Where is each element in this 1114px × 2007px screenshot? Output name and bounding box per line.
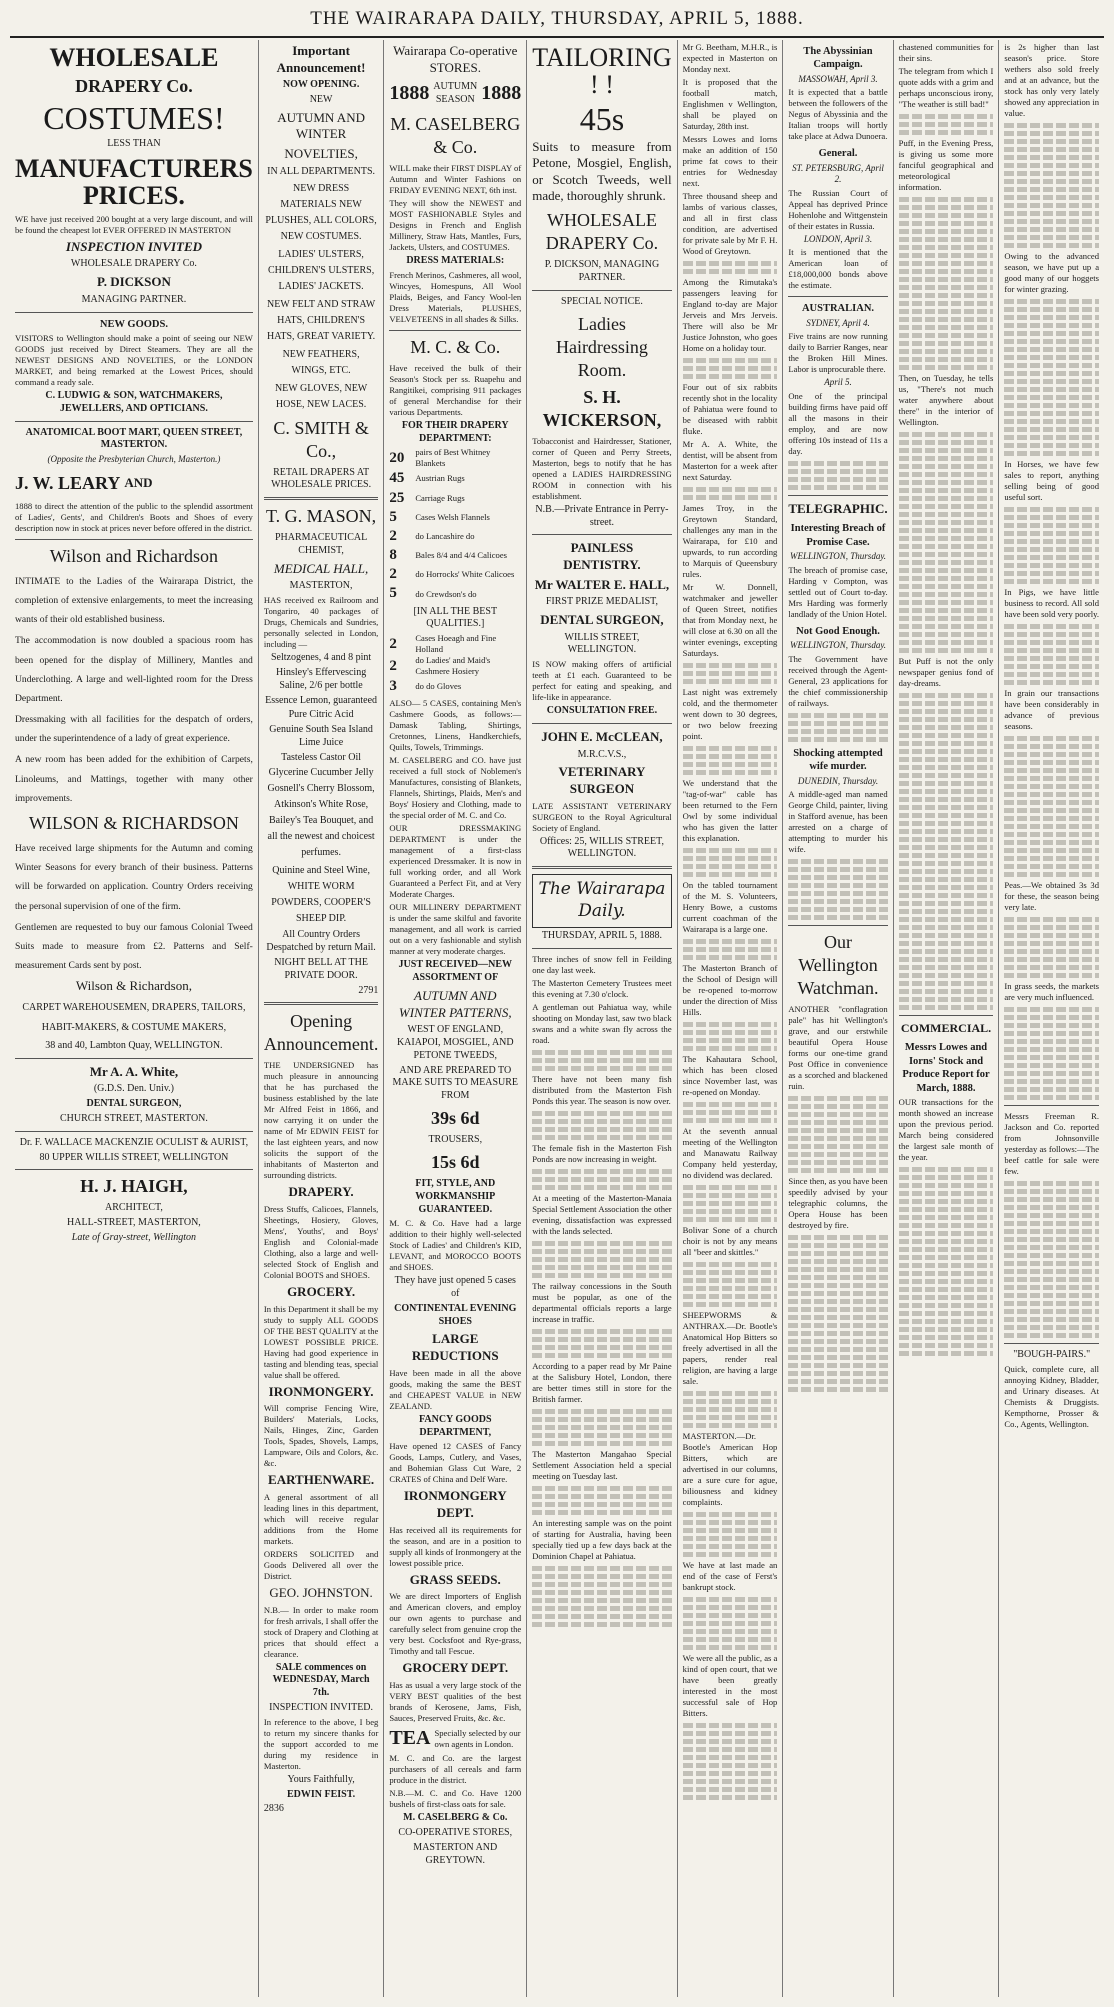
ad-sale-inspection: INSPECTION INVITED.: [269, 1701, 374, 1713]
ad-wr-sign: Wilson & Richardson,: [75, 978, 192, 994]
ad-medical-hall: MEDICAL HALL,: [273, 560, 369, 576]
stock-description: do Crewdson's do: [415, 588, 477, 599]
news5-item-12: On the tabled tournament of the M. S. Volunteers, Henry Bowe, a customs current coachman of the Wairarapa is a large one.: [682, 880, 778, 934]
news5-item-13: The Masterton Branch of the School of Design will be re-opened to-morrow under the direction of Miss Hills.: [682, 963, 778, 1017]
col8-text-4: In Pigs, we have little business to record. All sold have been sold very poorly.: [1004, 587, 1100, 619]
col7-text-2: The telegram from which I quote adds with a grim and perhaps unconscious irony, "The weather is still bad!": [898, 66, 994, 109]
ad-autumn-winter: AUTUMN AND WINTER: [277, 109, 365, 142]
stock-description: Austrian Rugs: [415, 473, 465, 484]
ad-faithfully: Yours Faithfully,: [287, 1773, 355, 1785]
ad-mason-title: PHARMACEUTICAL CHEMIST,: [274, 532, 368, 556]
stock-quantity: 5: [389, 508, 397, 525]
news5-item-8: James Troy, in the Greytown Standard, challenges any man in the Wairarapa, for £10 and upwards, to run according to Marquis of Queensbury rules.: [682, 503, 778, 579]
stock-line: [389, 469, 521, 488]
col7-text-3: Puff, in the Evening Press, is giving us some more fanciful geographical and meteorological information.: [898, 138, 994, 192]
newspaper-title: The Wairarapa Daily.: [538, 879, 666, 921]
stock-line: [389, 447, 521, 469]
stock-quantity: 2: [389, 635, 397, 652]
ad-wholesale-subtitle: DRAPERY Co.: [75, 76, 193, 97]
news5-item-3: Messrs Lowes and Iorns make an addition of 150 prime fat cows to their entries for Wednesday next.: [682, 134, 778, 188]
ad-mason-i3: Essence Lemon, guaranteed: [265, 694, 378, 706]
ad-nb: N.B.— In order to make room for fresh arrivals, I shall offer the stock of Drapery and Clothing at prices that should effect a clearance.: [263, 1604, 379, 1659]
news-item-1: Three inches of snow fell in Feilding one day last week.: [532, 953, 672, 975]
general-dateline-2: LONDON, April 3.: [803, 233, 873, 244]
ad-mc-list-2: [389, 633, 521, 696]
ad-tailoring-partner: P. DICKSON, MANAGING PARTNER.: [544, 259, 660, 283]
ad-johnston: GEO. JOHNSTON.: [269, 1584, 373, 1600]
ad-ulsters: LADIES' ULSTERS, CHILDREN'S ULSTERS, LADIES' JACKETS.: [267, 248, 375, 292]
column-2: [259, 40, 384, 1997]
ad-hall-address: WILLIS STREET, WELLINGTON.: [564, 631, 640, 656]
ad-mcclean-name: JOHN E. McCLEAN,: [541, 728, 663, 744]
ad-opening-body: THE UNDERSIGNED has much pleasure in announcing that he has purchased the business established by the late Mr Alfred Feist in 1866, and now carrying it on under the name of Mr EDWIN FEIST for the last eighteen years, and now solicits the support of the inhabitants of Masterton and surrounding districts.: [263, 1060, 379, 1181]
ad-mc-tea: TEA: [389, 1726, 431, 1749]
ad-wr-address: 38 and 40, Lambton Quay, WELLINGTON.: [45, 1039, 223, 1051]
news-item-6: At a meeting of the Masterton-Manaia Special Settlement Association the other evening, dissatisfaction was expressed with the lands selected.: [532, 1192, 672, 1236]
ad-mackenzie-address: 80 UPPER WILLIS STREET, WELLINGTON: [39, 1151, 229, 1163]
ad-leary-and: AND: [124, 474, 153, 490]
ad-haigh-name: H. J. HAIGH,: [80, 1176, 188, 1197]
column-1: [10, 40, 259, 1997]
abyssinian-heading: The Abyssinian Campaign.: [803, 46, 873, 71]
general-body-1: The Russian Court of Appeal has deprived Prince Hohenlohe and Wittgenstein of their estates in Russia.: [788, 187, 888, 231]
news5-item-20: We were all the public, as a kind of open court, that we have been greatly interested in the most successful sale of Hop Bitters.: [682, 1653, 778, 1718]
ad-mc-p9: OUR DRESSMAKING DEPARTMENT is under the management of a first-class experienced Dressmaker. It is now in full working order, and all Work Guaranteed a Perfect Fit, and at Very Moderate Charges.: [389, 823, 522, 900]
ad-hall-body: IS NOW making offers of artificial teeth at £1 each. Guaranteed to be perfect for eating and speaking, and life-like in appearance.: [532, 659, 672, 703]
abyssinian-body: It is expected that a battle between the followers of the Negus of Abyssinia and the Italian troops will hortly take place at Adwa Dunoera.: [788, 87, 888, 142]
ad-mcclean-deg: M.R.C.V.S.,: [577, 748, 627, 760]
ad-gloves: NEW GLOVES, NEW HOSE, NEW LACES.: [274, 382, 368, 410]
ad-special-notice: SPECIAL NOTICE.: [561, 295, 643, 307]
stock-description: Bales 8/4 and 4/4 Calicoes: [415, 550, 507, 561]
ad-mason-i4: Pure Citric Acid: [288, 709, 354, 721]
ad-mason-name: T. G. MASON,: [266, 506, 377, 527]
newspaper-date: THURSDAY, APRIL 5, 1888.: [541, 929, 663, 941]
ad-dress-materials: DRESS MATERIALS:: [406, 254, 505, 266]
ad-mason-i1: Seltzogenes, 4 and 8 pint: [270, 652, 372, 664]
ad-grocery-body: In this Department it shall be my study to supply ALL GOODS OF THE BEST QUALITY at the LOWEST POSSIBLE PRICE. Having had good experience in tasting and blending teas, special value shall be offered.: [263, 1303, 379, 1380]
column-5: [678, 40, 784, 1997]
ad-mc-fancy: FANCY GOODS DEPARTMENT,: [419, 1413, 492, 1438]
ad-mc-p35: N.B.—M. C. and Co. Have 1200 bushels of first-class oats for sale.: [389, 1788, 522, 1810]
columns: [10, 40, 1104, 1997]
ad-hall-name: Mr WALTER E. HALL,: [534, 576, 670, 592]
ad-mc-p29: We are direct Importers of English and American clovers, and employ our own agents to purchase and carefully select from genuine crop the very best. Cocksfoot and Rye-grass, Timothy and tall Fescue.: [389, 1591, 522, 1657]
ad-haigh-address: HALL-STREET, MASTERTON,: [67, 1217, 201, 1229]
ad-caselberg-p1: WILL make their FIRST DISPLAY of Autumn and Winter Fashions on FRIDAY EVENING NEXT, 6th inst.: [389, 162, 522, 195]
stock-quantity: 8: [389, 547, 397, 564]
stock-quantity: 25: [389, 489, 405, 506]
watchman-body-1: ANOTHER "conflagration pale" has hit Wellington's grave, and our erstwhile beautiful Opera House forms our one-time grand Post Office in convenience as a scorched and blackened ruin.: [788, 1004, 888, 1092]
col7-text-1: chastened communities for their sins.: [898, 42, 994, 63]
news-item-5: The female fish in the Masterton Fish Ponds are now increasing in weight.: [532, 1142, 672, 1164]
ad-wr-trades: CARPET WAREHOUSEMEN, DRAPERS, TAILORS, HABIT-MAKERS, & COSTUME MAKERS,: [22, 1001, 246, 1033]
commercial-heading: COMMERCIAL.: [900, 1021, 992, 1035]
ad-mc-tweeds: WEST OF ENGLAND, KAIAPOI, MOSGIEL, AND PETONE TWEEDS,: [396, 1024, 514, 1061]
watchman-heading: Our Wellington Watchman.: [797, 932, 879, 999]
ad-mason-night: NIGHT BELL AT THE PRIVATE DOOR.: [274, 956, 368, 981]
stock-quantity: 5: [389, 585, 397, 602]
ad-mason-town: MASTERTON,: [289, 580, 353, 592]
australian-body-2: One of the principal building firms have paid off all the masons in their employ, and are now offering 10s instead of 11s a day.: [788, 390, 888, 456]
col8-text-5: In grain our transactions have been considerably in advance of previous seasons.: [1004, 688, 1100, 731]
news-item-7: The railway concessions in the South must be popular, as one of the departmental officials reports a large increase in traffic.: [532, 1280, 672, 1324]
ad-new-goods-body: VISITORS to Wellington should make a point of seeing our NEW GOODS just received by Direct Steamers. They are all the NEWEST DESIGNS AND NOVELTIES, or the LONDON MARKET, and being remarked at the Lowest Prices, should command a ready sale.: [15, 333, 253, 387]
news-item-3: A gentleman out Pahiatua way, while shooting on Monday last, saw two black swans and a white swan fly across the road.: [532, 1001, 672, 1045]
australian-dateline: SYDNEY, April 4.: [806, 317, 870, 328]
ad-manufacturers-prices: MANUFACTURERS PRICES.: [15, 154, 253, 211]
ad-wr-p5: Have received large shipments for the Autumn and coming Winter Seasons for every branch of their business. Patterns will be forwarded on application. Country Orders receiving the personal supervision of one of the firm.: [15, 843, 253, 912]
ad-wr-p1: INTIMATE to the Ladies of the Wairarapa District, the completion of extensive enlargements, to meet the increasing wants of their old established business.: [15, 575, 253, 626]
ad-mc-p31: Has as usual a very large stock of the VERY BEST qualities of the best brands of Kerosene, Jams, Fish, Sauces, Preserved Fruits, &c. &c.: [389, 1679, 522, 1723]
ad-hats: NEW FELT AND STRAW HATS, CHILDREN'S HATS, GREAT VARIETY.: [266, 298, 376, 342]
ad-mc-p10: OUR MILLINERY DEPARTMENT is under the same skilful and favorite management, and all work is carried out on a very fashionable and stylish manner at very moderate charges.: [389, 902, 522, 957]
ad-wr-p4: A new room has been added for the exhibition of Carpets, Linoleums, and Mattings, together with many other improvements.: [15, 754, 253, 804]
news-item-10: An interesting sample was on the point of starting for Australia, having been specially tied up a few days back at the Dominion Chapel at Pahiatua.: [532, 1517, 672, 1561]
ad-hall-medal: FIRST PRIZE MEDALIST,: [545, 596, 659, 608]
ad-mc-evening-shoes: CONTINENTAL EVENING SHOES: [394, 1302, 517, 1327]
stock-quantity: 3: [389, 678, 397, 695]
ad-mc-body: Have received the bulk of their Season's Stock per ss. Ruapehu and Rangitikei, comprising 911 packages of general Merchandise for their various Departments.: [389, 362, 522, 417]
general-dateline: ST. PETERSBURG, April 2.: [792, 162, 884, 185]
wife-murder-dateline: DUNEDIN, Thursday.: [797, 775, 879, 786]
news5-item-14: The Kahautara School, which has been closed since November last, was re-opened on Monday.: [682, 1054, 778, 1097]
watchman-body-2: Since then, as you have been speedily advised by your telegraphic columns, the Opera House has been destroyed by fire.: [788, 1176, 888, 1231]
ad-coop-heading: Wairarapa Co-operative STORES.: [393, 43, 518, 75]
ad-opening-heading: Opening Announcement.: [263, 1011, 379, 1055]
col8-text-7: In grass seeds, the markets are very much influenced.: [1004, 981, 1100, 1002]
stock-description: do Ladies' and Maid's Cashmere Hosiery: [415, 655, 491, 677]
ad-mcclean-title: VETERINARY SURGEON: [558, 764, 646, 797]
ad-mc-qualities: [IN ALL THE BEST QUALITIES.]: [413, 605, 498, 630]
ad-ludwig: C. LUDWIG & SON, WATCHMAKERS, JEWELLERS, AND OPTICIANS.: [45, 390, 223, 414]
column-8: [999, 40, 1104, 1997]
ad-wr-name: WILSON & RICHARDSON: [28, 813, 239, 834]
ad-mc-p23: Have been made in all the above goods, making the same the BEST and CHEAPEST VALUE in NEW ZEALAND.: [389, 1367, 522, 1411]
ad-season-row: [389, 79, 521, 109]
ad-earthenware-body: A general assortment of all leading lines in this department, which will receive regular additions from the Home markets.: [263, 1491, 379, 1546]
stock-quantity: 20: [389, 449, 405, 466]
stock-quantity: 2: [389, 527, 397, 544]
stock-description: pairs of Best Whitney Blankets: [415, 447, 491, 469]
ad-mc-tea-body: Specially selected by our own agents in London.: [434, 1727, 521, 1749]
ad-wickerson: S. H. WICKERSON,: [542, 386, 662, 430]
ad-mason-orders: All Country Orders Despatched by return Mail.: [266, 929, 376, 954]
ad-mc-p34: M. C. and Co. are the largest purchasers of all cereals and farm produce in the district.: [389, 1753, 522, 1786]
ad-wickerson-nb: N.B.—Private Entrance in Perry-street.: [535, 503, 669, 528]
col7-text-5: But Puff is not the only newspaper genius fond of day-dreams.: [898, 656, 994, 688]
ad-mc-reductions: LARGE REDUCTIONS: [411, 1331, 499, 1364]
stock-line: [389, 489, 521, 508]
stock-description: do Horrocks' White Calicoes: [415, 569, 515, 580]
ad-hall-consult: CONSULTATION FREE.: [546, 705, 658, 717]
ad-wr-p2: The accommodation is now doubled a spacious room has been opened for the display of Millinery, Mantles and Underclothing. A large and well-lighted room for the Dress Department.: [15, 635, 253, 704]
col8-text-2: Owing to the advanced season, we have put up a good many of our hoggets for winter grazing.: [1004, 251, 1100, 294]
column-3: [384, 40, 527, 1997]
ad-novelties: NOVELTIES,: [284, 146, 358, 162]
ad-hall-title: DENTAL SURGEON,: [540, 611, 664, 627]
ad-mc-p25: Have opened 12 CASES of Fancy Goods, Lamps, Cutlery, and Vases, and Bohemian Glass Cut Ware, 2 CRATES of China and Delf Ware.: [389, 1441, 522, 1485]
ad-mc-sign: M. CASELBERG & Co.: [403, 1812, 508, 1824]
stock-description: do do Gloves: [415, 681, 462, 692]
stock-line: [389, 508, 521, 527]
ad-mc-drapery: FOR THEIR DRAPERY DEPARTMENT:: [401, 419, 509, 444]
ad-season-year-right: 1888: [481, 82, 522, 105]
ad-caselberg: M. CASELBERG & Co.: [390, 113, 521, 157]
not-good-dateline: WELLINGTON, Thursday.: [789, 640, 887, 651]
ad-now-opening: NOW OPENING.: [282, 79, 360, 91]
ad-reference: In reference to the above, I beg to return my sincere thanks for the support accorded to me during my residence in Masterton.: [263, 1716, 379, 1771]
ad-mc-grass: GRASS SEEDS.: [409, 1571, 501, 1587]
stock-description: Carriage Rugs: [415, 492, 465, 503]
ad-mason-i7: Glycerine Cucumber Jelly: [268, 766, 374, 778]
news5-item-6: Four out of six rabbits recently shot in the locality of Pahiatua were found to be diseased with rabbit fluke.: [682, 382, 778, 436]
ad-wholesale-body: WE have just received 200 bought at a very large discount, and will be found the cheapest lot EVER OFFERED IN MASTERTON: [15, 213, 253, 235]
general-body-2: It is mentioned that the American loan of £18,000,000 bonds above the estimate.: [788, 247, 888, 291]
breach-dateline: WELLINGTON, Thursday.: [789, 551, 887, 562]
ad-dress-materials-body: French Merinos, Cashmeres, all wool, Wincyes, Homespuns, All Wool Plaids, Beiges, and Fancy Wool-len Dress Materials, PLUSHES, VELVETEENS in all shades & Silks.: [389, 269, 522, 324]
stock-line: [389, 565, 521, 584]
ad-painless: PAINLESS DENTISTRY.: [563, 540, 641, 572]
stock-line: [389, 677, 521, 696]
ad-drapery-body: Dress Stuffs, Calicoes, Flannels, Sheetings, Hosiery, Gloves, Mens', Youths', and Boys' English and Colonial-made Clothing, also a large and well-selected Stock of English and Colonial BOOTS and SHOES.: [263, 1204, 379, 1281]
ad-season-label: AUTUMN SEASON: [433, 81, 478, 106]
ad-mason-body: HAS received ex Railroom and Tongariro, 40 packages of Drugs, Chemicals and Sundries, personally selected in London, including —: [263, 595, 379, 650]
stock-quantity: 2: [389, 657, 397, 674]
ad-haigh-late: Late of Gray-street, Wellington: [71, 1232, 197, 1244]
ad-mc-suits: AND ARE PREPARED TO MAKE SUITS TO MEASURE FROM: [392, 1064, 519, 1102]
ad-mcclean-office: Offices: 25, WILLIS STREET, WELLINGTON.: [539, 835, 665, 860]
ad-mc-just-received: JUST RECEIVED—NEW ASSORTMENT OF: [398, 959, 512, 984]
general-heading: General.: [818, 148, 858, 160]
news-item-4: There have not been many fish distributed from the Masterton Fish Ponds this year. The season is now over.: [532, 1073, 672, 1106]
ad-drapery: DRAPERY.: [288, 1184, 354, 1200]
ad-white-name: Mr A. A. White,: [89, 1063, 179, 1079]
ad-new-dress: NEW DRESS MATERIALS NEW PLUSHES, ALL COLORS, NEW COSTUMES.: [265, 182, 377, 242]
ad-dickson: P. DICKSON: [96, 274, 171, 290]
ad-feathers: NEW FEATHERS, WINGS, ETC.: [282, 348, 360, 376]
ad-wr-p6: Gentlemen are requested to buy our famous Colonial Tweed Suits made to measure from £2. Patterns and Self-measurement Cards sent by post.: [15, 921, 253, 972]
ad-managing-partner: MANAGING PARTNER.: [81, 293, 187, 305]
ad-grocery: GROCERY.: [287, 1284, 356, 1300]
news-item-2: The Masterton Cemetery Trustees meet this evening at 7.30 o'clock.: [532, 977, 672, 999]
ad-white-degree: (G.D.S. Den. Univ.): [93, 1083, 175, 1095]
stock-description: Cases Welsh Flannels: [415, 511, 490, 522]
stock-line: [389, 584, 521, 603]
ad-boot-mart-location: (Opposite the Presbyterian Church, Masterton.): [47, 454, 221, 465]
ad-season-year-left: 1888: [389, 82, 430, 105]
newspaper-title-logo: [532, 874, 671, 928]
ad-tailoring-price: 45s: [579, 100, 625, 137]
news5-item-2: It is proposed that the football match, Englishmen v Wellington, shall be played on Saturday, 28th inst.: [682, 77, 778, 131]
ad-sale: SALE commences on WEDNESDAY, March 7th.: [272, 1661, 370, 1699]
ad-important-heading: Important Announcement!: [276, 43, 366, 75]
ad-tailoring-body: Suits to measure from Petone, Mosgiel, English, or Scotch Tweeds, well made, thoroughly shrunk.: [532, 138, 672, 204]
news5-item-4: Three thousand sheep and lambs of various classes, and all in first class condition, are advertised for private sale by Mr F. H. Wood of Greytown.: [682, 191, 778, 256]
ad-mc-suit-price: 39s 6d: [431, 1108, 480, 1129]
ad-new: NEW: [309, 94, 333, 106]
ad-ironmongery: IRONMONGERY.: [268, 1383, 374, 1399]
ad-mc-ironmongery: IRONMONGERY DEPT.: [403, 1488, 507, 1520]
news5-item-16: Bolivar Sone of a church choir is not by any means all "beer and skittles.": [682, 1225, 778, 1257]
ad-mc-patterns: AUTUMN AND WINTER PATTERNS,: [398, 988, 512, 1020]
ad-feist-num: 2836: [263, 1803, 284, 1815]
commercial-subheading: Messrs Lowes and Iorns' Stock and Produce Report for March, 1888.: [902, 1042, 990, 1094]
col7-text-4: Then, on Tuesday, he tells us, "There's not much water anywhere about there" in the interior of Wellington.: [898, 373, 994, 427]
ad-less-than: LESS THAN: [107, 138, 161, 150]
breach-heading: Interesting Breach of Promise Case.: [790, 523, 886, 548]
abyssinian-dateline: MASSOWAH, April 3.: [798, 73, 878, 84]
ad-costumes-heading: COSTUMES!: [43, 100, 225, 137]
ad-mc-heading: M. C. & Co.: [410, 336, 501, 357]
ad-mc-grocery: GROCERY DEPT.: [402, 1660, 509, 1676]
ad-mcclean-body: LATE ASSISTANT VETERINARY SURGEON to the Royal Agricultural Society of England.: [532, 800, 672, 833]
news5-item-11: We understand that the "tag-of-war" cable has been returned to the Fern Owl by some individual who has given the latter this explanation.: [682, 778, 778, 843]
telegraphic-heading: TELEGRAPHIC.: [788, 500, 888, 516]
ad-mason-i5: Genuine South Sea Island Lime Juice: [269, 724, 373, 748]
news5-item-17: SHEEPWORMS & ANTHRAX.—Dr. Bootle's Anatomical Hop Bitters so freely advertised in all the papers, render real religion, are having a large sale.: [682, 1310, 778, 1386]
not-good-body: The Government have received through the Agent-General, 23 applications for the chief commissionership of railways.: [788, 653, 888, 708]
ad-wholesale-signature: WHOLESALE DRAPERY Co.: [70, 258, 197, 270]
ad-mason-i6: Tasteless Castor Oil: [281, 751, 362, 763]
ad-tailoring: TAILORING ! !: [532, 43, 672, 100]
ad-wholesale-title: WHOLESALE: [49, 43, 219, 72]
ad-mc-p19: M. C. & Co. Have had a large addition to their highly well-selected Stock of Ladies' and Children's KID, LEVANT, and MOROCCO BOOTS and SHOES.: [389, 1218, 522, 1273]
stock-line: [389, 633, 521, 655]
ad-mc-trousers: TROUSERS,: [428, 1134, 483, 1146]
ad-ironmongery-body: Will comprise Fencing Wire, Builders' Materials, Locks, Nails, Hinges, Zinc, Garden Tools, Spades, Shovels, Lamps, Lampware, Oils and Colors, &c. &c.: [263, 1403, 379, 1469]
ad-earthenware: EARTHENWARE.: [268, 1472, 375, 1488]
ad-mc-list-1: [389, 447, 521, 603]
col8-text-3: In Horses, we have few sales to report, anything selling being of good useful sort.: [1004, 459, 1100, 502]
ad-haigh-title: ARCHITECT,: [104, 1202, 163, 1214]
news5-item-5: Among the Rimutaka's passengers leaving for England to-day are Major Jerveis and Mrs Jerveis. There will also be Mr Justice Johnston, who goes Home on a holiday tour.: [682, 277, 778, 353]
ad-mc-p8: M. CASELBERG and CO. have just received a full stock of Noblemen's Manufactures, consisting of Blankets, Flannels, Shirtings, Plaids, Men's and Boys' Hosiery and Clothing, made to the special order of M. C. and Co.: [389, 755, 522, 821]
bough-pairs-heading: "BOUGH-PAIRS.": [1013, 1349, 1091, 1360]
ad-mc-p27: Has received all its requirements for the season, and are in a position to supply all kinds of Ironmongery at the lowest possible price.: [389, 1524, 522, 1568]
news5-item-7: Mr A. A. White, the dentist, will be absent from Masterton for a week after next Saturday.: [682, 439, 778, 482]
breach-body: The breach of promise case, Harding v Compton, was settled out of Court to-day. Mrs Harding was formerly landlady of the Union Hotel.: [788, 564, 888, 619]
bough-pairs-body: Quick, complete cure, all annoying Kidney, Bladder, and Urinary diseases. At Chemists & Druggists. Kempthorne, Prosser & Co., Agents, Wellington.: [1004, 1363, 1100, 1429]
news5-item-1: Mr G. Beetham, M.H.R., is expected in Masterton on Monday next.: [682, 42, 778, 74]
ad-csmith-sub: RETAIL DRAPERS AT WHOLESALE PRICES.: [271, 466, 372, 491]
ad-hairdressing: Ladies Hairdressing Room.: [555, 313, 648, 380]
column-7: [894, 40, 1000, 1997]
ad-mason-quinine: Quinine and Steel Wine, WHITE WORM POWDERS, COOPER'S SHEEP DIP.: [271, 865, 371, 925]
ad-mc-towns: MASTERTON AND GREYTOWN.: [413, 1842, 498, 1866]
column-4: [527, 40, 677, 1997]
not-good-heading: Not Good Enough.: [796, 625, 880, 637]
ad-wr-p3: Dressmaking with all facilities for the despatch of orders, under the superintendence of a lady of great experience.: [15, 714, 253, 745]
ad-orders: ORDERS SOLICITED and Goods Delivered all over the District.: [263, 1548, 379, 1581]
news5-item-18: MASTERTON.—Dr. Bootle's American Hop Bitters, which are advertised in our columns, are a sure cure for ague, biliousness and kidney complaints.: [682, 1431, 778, 1507]
col8-text-8: Messrs Freeman R. Jackson and Co. reported from Johnsonville yesterday as follows:—The beef cattle for sale were few.: [1004, 1111, 1100, 1176]
ad-feist: EDWIN FEIST.: [287, 1788, 356, 1800]
news5-item-9: Mr W. Donnell, watchmaker and jeweller of Queen Street, notifies that from Monday next, he will close at 6.30 on all the winter evenings, excepting Saturdays.: [682, 582, 778, 658]
ad-wickerson-body: Tobacconist and Hairdresser, Stationer, corner of Queen and Perry Streets, Masterton, begs to notify that he has opened a LADIES HAIRDRESSING ROOM in connection with his establishment.: [532, 435, 672, 501]
stock-quantity: 45: [389, 470, 405, 487]
news5-item-15: At the seventh annual meeting of the Wellington and Manawatu Railway Company held yesterday, no dividend was declared.: [682, 1126, 778, 1180]
news-item-9: The Masterton Mangahao Special Settlement Association held a special meeting on Tuesday last.: [532, 1448, 672, 1481]
ad-white-address: CHURCH STREET, MASTERTON.: [59, 1113, 208, 1124]
ad-new-goods-heading: NEW GOODS.: [99, 318, 168, 330]
ad-mason-i2: Hinsley's Effervescing Saline, 2/6 per bottle: [275, 667, 367, 691]
ad-inspection: INSPECTION INVITED: [65, 238, 203, 254]
news5-item-19: We have at last made an end of the case of Ferst's bankrupt stock.: [682, 1560, 778, 1592]
ad-csmith: C. SMITH & Co.,: [273, 417, 369, 461]
ad-mackenzie: Dr. F. WALLACE MACKENZIE OCULIST & AURIST,: [19, 1136, 249, 1148]
column-6: [783, 40, 893, 1997]
stock-description: Cases Hoeagh and Fine Holland: [415, 633, 497, 655]
ad-leary-body: 1888 to direct the attention of the public to the splendid assortment of Ladies', Gents', and Children's Boots and Shoes of every description now in stock at prices never before offered in the district.: [15, 500, 253, 533]
stock-description: do Lancashire do: [415, 530, 475, 541]
col8-text-1: is 2s higher than last season's price. Store wethers also sold freely and at an advance, but the stock has only very lately showed any appreciation in value.: [1004, 42, 1100, 118]
stock-line: [389, 527, 521, 546]
commercial-body: OUR transactions for the month showed an increase upon the previous period. March being considered the largest sale month of the year.: [898, 1097, 994, 1163]
ad-mc-opened: They have just opened 5 cases of: [394, 1275, 516, 1300]
ad-leary-name: J. W. LEARY: [15, 472, 121, 493]
masthead: THE WAIRARAPA DAILY, THURSDAY, APRIL 5, 1888.: [10, 8, 1104, 38]
ad-caselberg-p2: They will show the NEWEST and MOST FASHIONABLE Styles and Designs in French and English Millinery, Straw Hats, Mantles, Furs, Jackets, Ulsters, and COSTUMES.: [389, 197, 522, 252]
australian-body-1: Five trains are now running daily to Barrier Ranges, near the Broken Hill Mines. Labor is unprocurable there.: [788, 331, 888, 375]
col8-text-6: Peas.—We obtained 3s 3d for these, the season being very late.: [1004, 880, 1100, 912]
news5-item-10: Last night was extremely cold, and the thermometer went down to 30 degrees, or two below freezing point.: [682, 687, 778, 741]
australian-dateline-2: April 5.: [824, 377, 852, 388]
ad-boot-mart: ANATOMICAL BOOT MART, QUEEN STREET, MASTERTON.: [25, 426, 243, 451]
ad-all-departments: IN ALL DEPARTMENTS.: [267, 165, 376, 177]
ad-tailoring-firm: WHOLESALE DRAPERY Co.: [545, 210, 659, 254]
wife-murder-body: A middle-aged man named George Child, painter, living in Stafford avenue, has been arrested on a charge of attempting to murder his wife.: [788, 789, 888, 855]
ad-mc-trouser-price: 15s 6d: [431, 1151, 480, 1172]
stock-quantity: 2: [389, 566, 397, 583]
ad-mason-perfumes: Gosnell's Cherry Blossom, Atkinson's White Rose, Bailey's Tea Bouquet, and all the newest and choicest perfumes.: [267, 783, 375, 859]
stock-line: [389, 546, 521, 565]
stock-line: [389, 655, 521, 677]
ad-mc-stores: CO-OPERATIVE STORES,: [398, 1827, 513, 1839]
ad-wr-heading: Wilson and Richardson: [49, 545, 219, 566]
ad-mc-fit: FIT, STYLE, AND WORKMANSHIP GUARANTEED.: [415, 1177, 496, 1215]
australian-heading: AUSTRALIAN.: [801, 303, 875, 315]
ad-mason-num: 2791: [358, 984, 379, 996]
ad-white-title: DENTAL SURGEON,: [86, 1098, 182, 1110]
ad-mc-also: ALSO— 5 CASES, containing Men's Cashmere Goods, as follows:— Damask Tabling, Shirtings, Cretonnes, Linens, Handkerchiefs, Quilts, Towels, Trimmings.: [389, 698, 522, 753]
news-item-8: According to a paper read by Mr Paine at the Salisbury Hotel, London, there are better times still in store for the British farmer.: [532, 1360, 672, 1404]
wife-murder-heading: Shocking attempted wife murder.: [793, 747, 883, 773]
